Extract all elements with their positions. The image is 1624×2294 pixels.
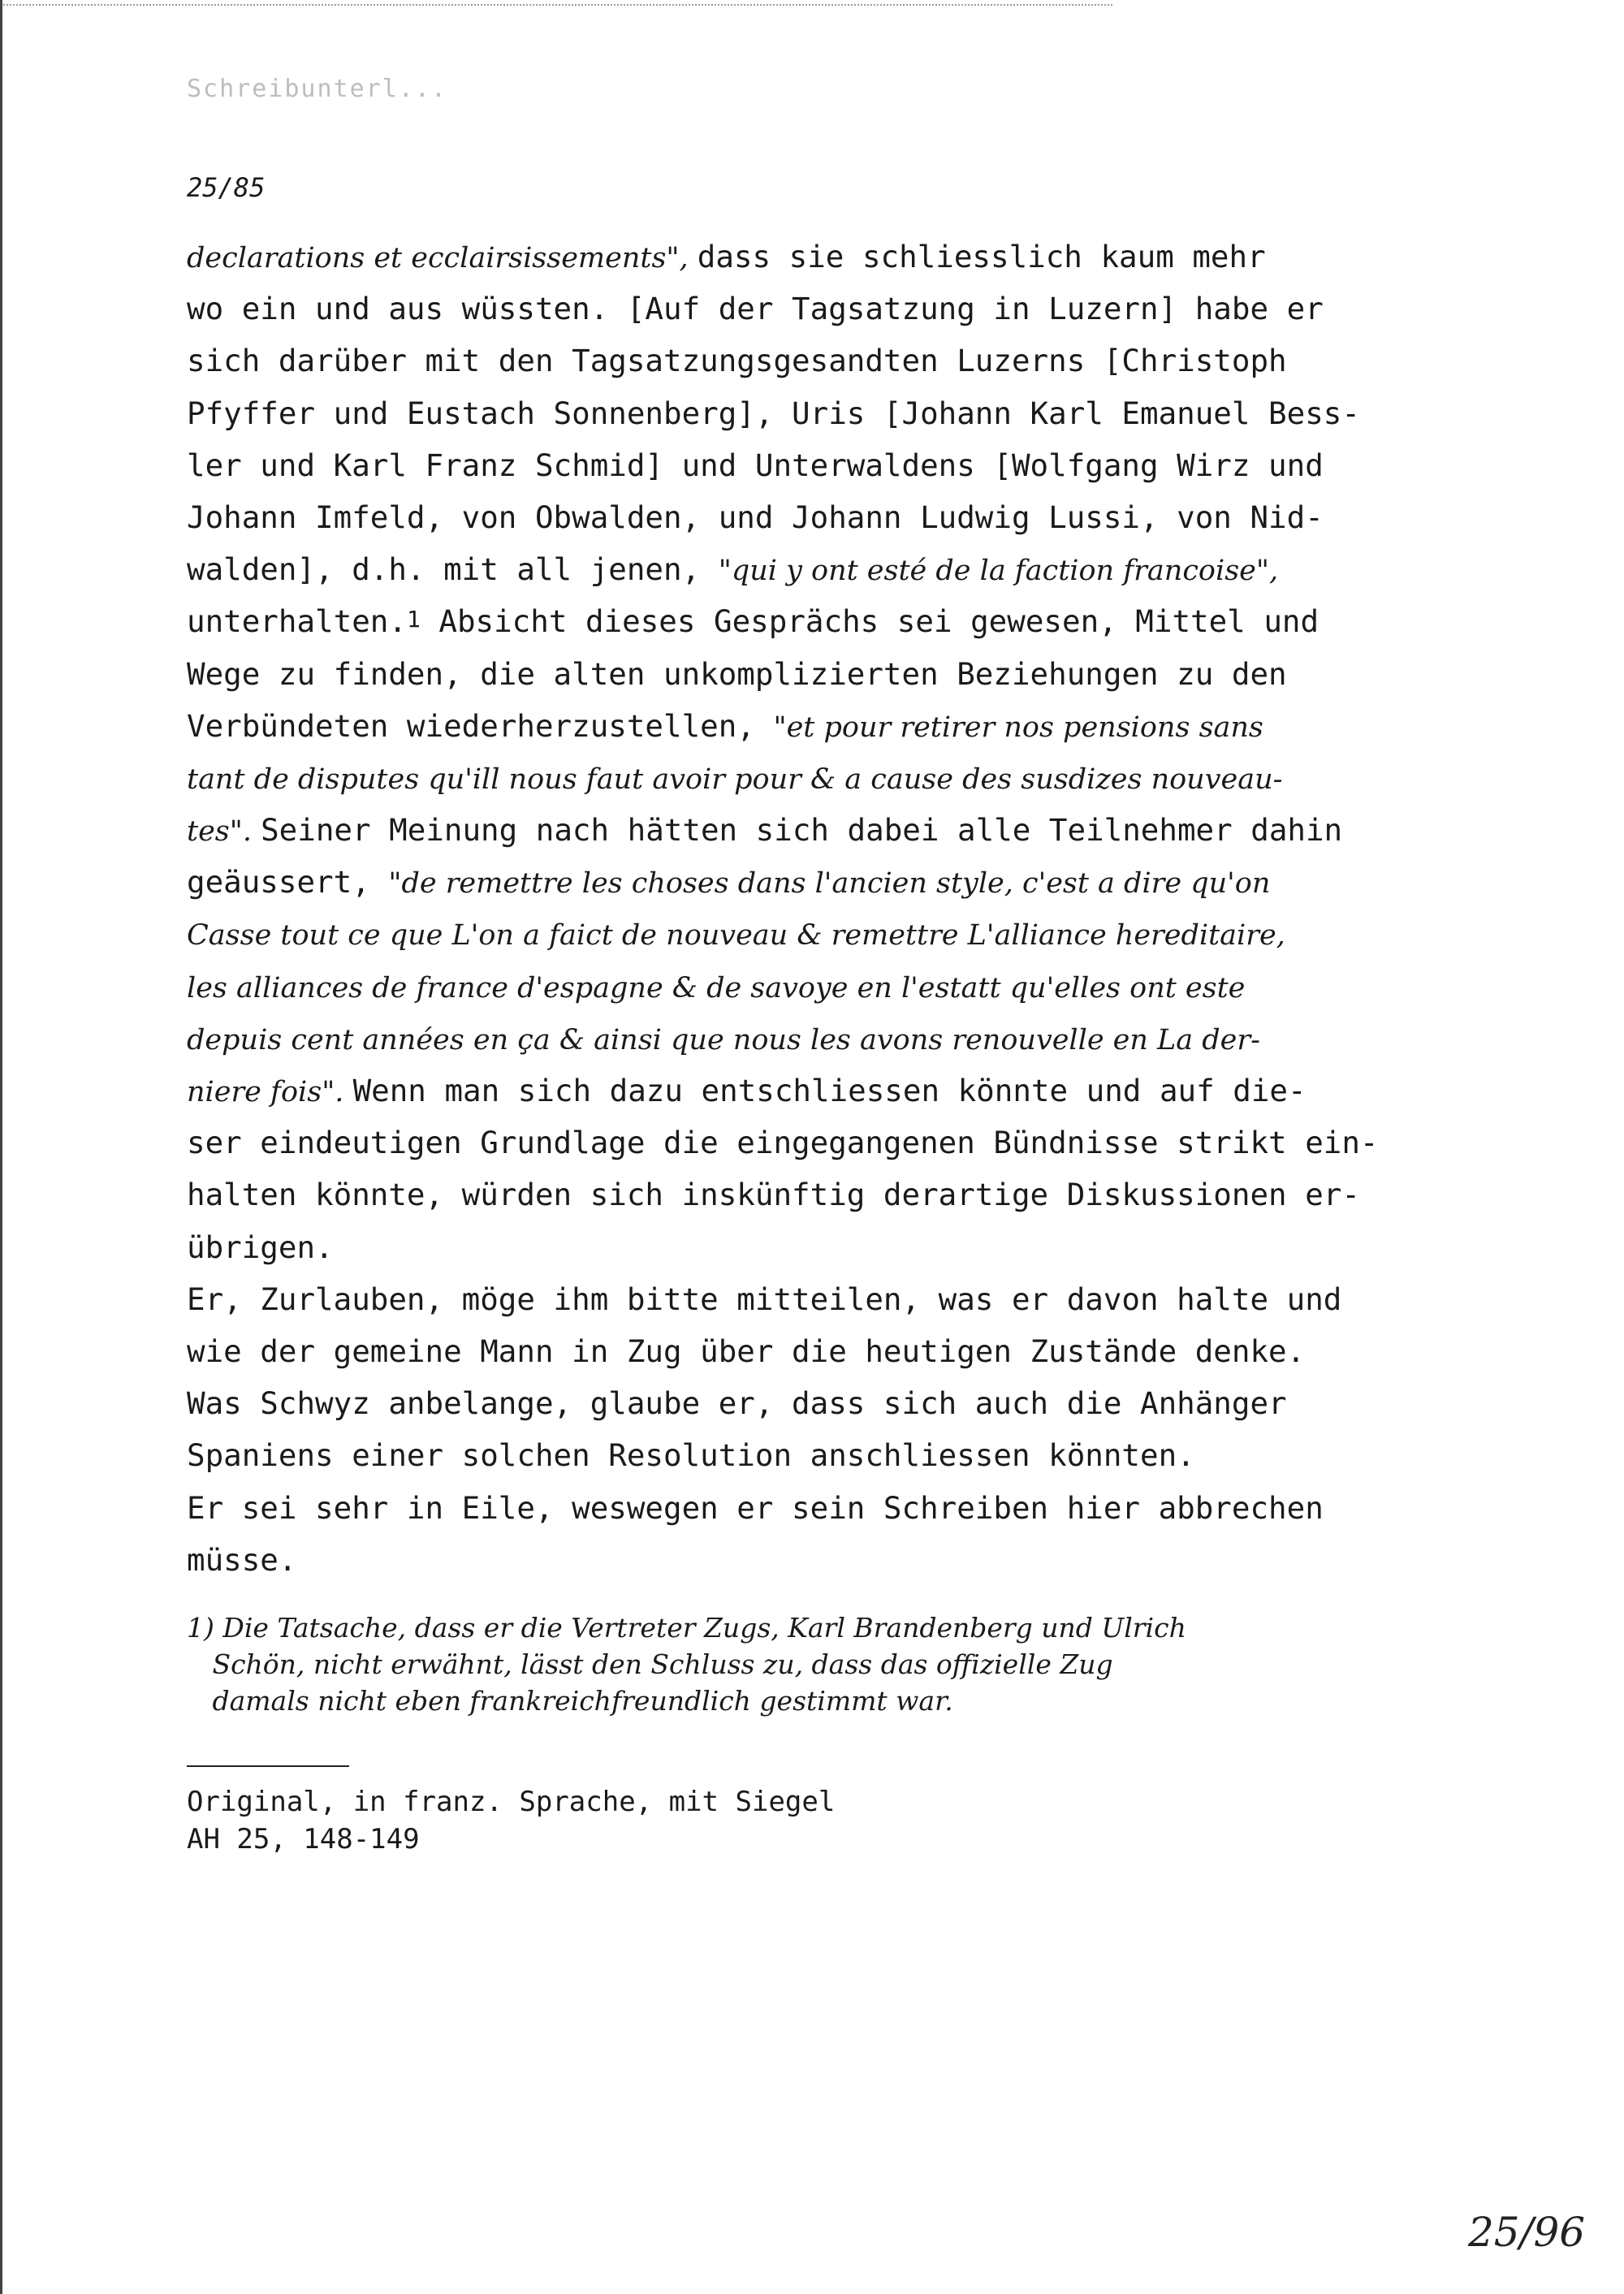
- page-reference: 25/85: [187, 172, 266, 203]
- body-line: [187, 856, 1453, 908]
- body-text-segment: geäussert,: [187, 864, 389, 901]
- body-line: [187, 1221, 1453, 1273]
- footnote-line: 1) Die Tatsache, dass er die Vertreter Zugs, Karl Brandenberg und Ulrich: [187, 1612, 1186, 1644]
- quoted-french-text: les alliances de france d'espagne & de savoye en l'estatt qu'elles ont este: [187, 971, 1246, 1004]
- body-text-segment: unterhalten.: [187, 603, 407, 640]
- source-line: AH 25, 148-149: [187, 1823, 420, 1856]
- body-text-segment: wo ein und aus wüssten. [Auf der Tagsatzung in Luzern] habe er: [187, 291, 1324, 327]
- body-line: [187, 491, 1453, 543]
- body-text-segment: Absicht dieses Gesprächs sei gewesen, Mittel und: [420, 603, 1320, 640]
- body-text-segment: dass sie schliesslich kaum mehr: [697, 239, 1266, 274]
- body-text-segment: wie der gemeine Mann in Zug über die heutigen Zustände denke.: [187, 1333, 1306, 1369]
- body-text-segment: ser eindeutigen Grundlage die eingegangenen Bündnisse strikt ein-: [187, 1125, 1379, 1161]
- source-line: Original, in franz. Sprache, mit Siegel: [187, 1786, 836, 1818]
- quoted-french-text: "et pour retirer nos pensions sans: [773, 711, 1263, 744]
- body-line: [187, 335, 1453, 387]
- body-text-segment: Seiner Meinung nach hätten sich dabei alle Teilnehmer dahin: [261, 812, 1343, 849]
- body-line: [187, 1429, 1453, 1481]
- body-line: [187, 908, 1453, 960]
- body-text-segment: Verbündeten wiederherzustellen,: [187, 707, 774, 744]
- body-line: [187, 1377, 1453, 1429]
- source-note: [187, 1783, 835, 1858]
- body-text-segment: halten könnte, würden sich inskünftig derartige Diskussionen er-: [187, 1177, 1360, 1213]
- body-line: [187, 961, 1453, 1013]
- quoted-french-text: depuis cent années en ça & ainsi que nous les avons renouvelle en La der-: [187, 1023, 1260, 1056]
- body-line: [187, 1169, 1453, 1220]
- body-line: [187, 543, 1453, 595]
- body-line: [187, 595, 1453, 647]
- body-line: [187, 1013, 1453, 1065]
- body-line: [187, 1482, 1453, 1534]
- quoted-french-text: niere fois".: [187, 1076, 353, 1108]
- footnote-line: damals nicht eben frankreichfreundlich gestimmt war.: [187, 1685, 953, 1717]
- body-text-segment: Johann Imfeld, von Obwalden, und Johann Ludwig Lussi, von Nid-: [187, 499, 1324, 535]
- body-text-segment: Was Schwyz anbelange, glaube er, dass sich auch die Anhänger: [187, 1385, 1287, 1422]
- body-line: [187, 804, 1453, 856]
- body-line: [187, 1273, 1453, 1325]
- body-line: [187, 1065, 1453, 1117]
- body-line: [187, 231, 1453, 283]
- scan-edge-left: [0, 0, 2, 2294]
- body-text-segment: Er, Zurlauben, möge ihm bitte mitteilen, was er davon halte und: [187, 1281, 1342, 1317]
- body-text-segment: ler und Karl Franz Schmid] und Unterwaldens [Wolfgang Wirz und: [187, 447, 1324, 483]
- body-line: [187, 1117, 1453, 1169]
- footnote: [187, 1609, 1453, 1719]
- body-text-segment: Pfyffer und Eustach Sonnenberg], Uris [Johann Karl Emanuel Bess-: [187, 395, 1360, 431]
- source-divider: [187, 1765, 349, 1767]
- body-text-segment: walden], d.h. mit all jenen,: [187, 551, 719, 588]
- quoted-french-text: "de remettre les choses dans l'ancien style, c'est a dire qu'on: [388, 867, 1271, 901]
- body-line: [187, 1325, 1453, 1377]
- body-text-segment: übrigen.: [187, 1229, 334, 1265]
- body-text-segment: müsse.: [187, 1541, 297, 1578]
- body-text-segment: Spaniens einer solchen Resolution anschliessen könnten.: [187, 1437, 1195, 1474]
- quoted-french-text: tant de disputes qu'ill nous faut avoir pour & a cause des susdizes nouveau-: [187, 763, 1283, 796]
- scan-edge-top: [0, 0, 1112, 6]
- body-line: [187, 752, 1453, 804]
- footnote-marker: 1: [406, 606, 421, 633]
- body-line: [187, 1534, 1453, 1586]
- faded-header: Schreibunterl...: [187, 75, 447, 103]
- body-text-segment: Er sei sehr in Eile, weswegen er sein Schreiben hier abbrechen: [187, 1489, 1324, 1526]
- body-text: [187, 231, 1453, 1586]
- quoted-french-text: "qui y ont esté de la faction francoise",: [718, 555, 1279, 588]
- quoted-french-text: Casse tout ce que L'on a faict de nouveau & remettre L'alliance hereditaire,: [187, 919, 1285, 953]
- body-text-segment: sich darüber mit den Tagsatzungsgesandten Luzerns [Christoph: [187, 343, 1287, 379]
- body-line: [187, 700, 1453, 752]
- body-line: [187, 283, 1453, 335]
- body-text-segment: Wenn man sich dazu entschliessen könnte und auf die-: [352, 1073, 1307, 1108]
- body-line: [187, 439, 1453, 491]
- quoted-french-text: declarations et ecclairsissements",: [187, 242, 698, 274]
- quoted-french-text: tes".: [187, 815, 261, 849]
- body-line: [187, 648, 1453, 700]
- archive-stamp: 25/96: [1468, 2209, 1586, 2256]
- body-text-segment: Wege zu finden, die alten unkomplizierten Beziehungen zu den: [187, 655, 1287, 692]
- footnote-line: Schön, nicht erwähnt, lässt den Schluss zu, dass das offizielle Zug: [187, 1648, 1113, 1680]
- body-line: [187, 387, 1453, 439]
